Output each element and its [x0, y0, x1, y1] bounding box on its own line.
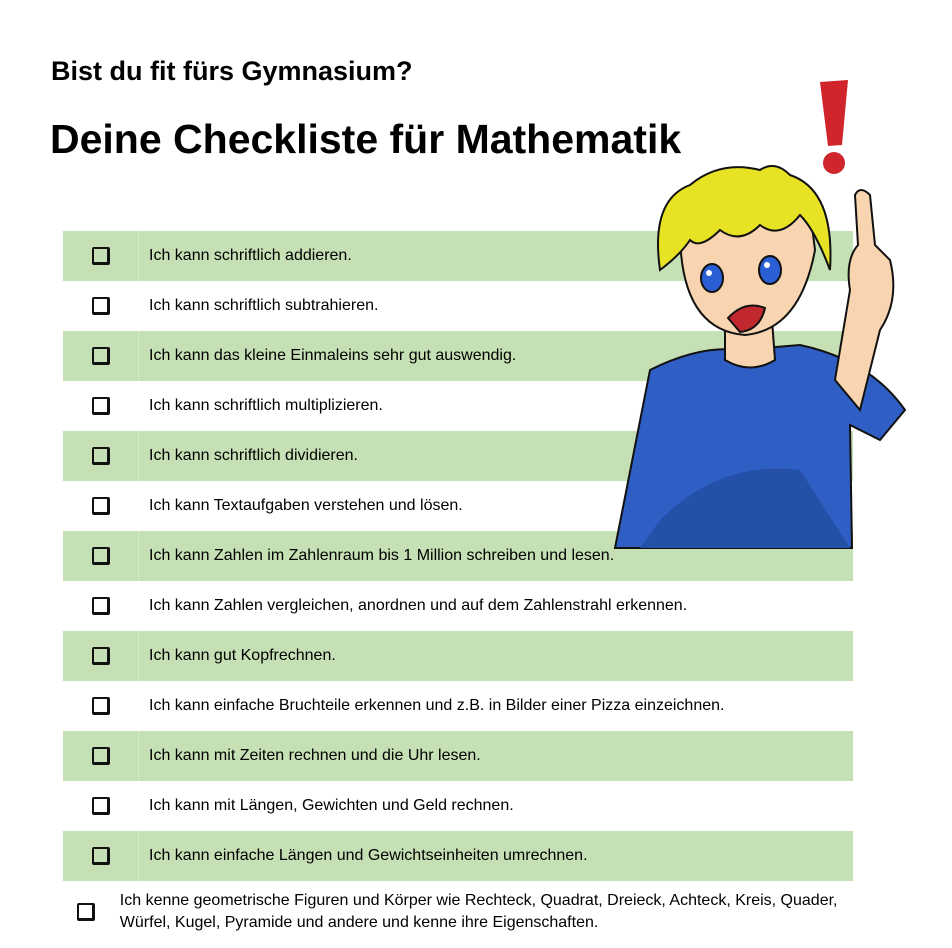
checklist-item-text: Ich kann das kleine Einmaleins sehr gut auswendig. — [149, 347, 517, 364]
checkbox-square-icon — [92, 697, 110, 715]
checklist-item — [63, 631, 853, 681]
checklist-item-text: Ich kann Zahlen im Zahlenraum bis 1 Million schreiben und lesen. — [149, 547, 615, 564]
boy-illustration — [600, 70, 920, 550]
checkbox-square-icon — [92, 797, 110, 815]
checklist-item-text: Ich kann einfache Längen und Gewichtseinheiten umrechnen. — [149, 847, 588, 864]
checkbox[interactable] — [63, 881, 110, 943]
checkbox[interactable] — [63, 431, 139, 481]
checklist-item-text: Ich kann Textaufgaben verstehen und lösen. — [149, 497, 463, 514]
checkbox-square-icon — [92, 747, 110, 765]
checklist-item — [63, 681, 853, 731]
checklist-item-text: Ich kann schriftlich subtrahieren. — [149, 297, 379, 314]
checkbox[interactable] — [63, 481, 139, 531]
checkbox-square-icon — [92, 647, 110, 665]
checklist-item — [63, 781, 853, 831]
checkbox[interactable] — [63, 531, 139, 581]
checkbox-square-icon — [92, 347, 110, 365]
checkbox[interactable] — [63, 581, 139, 631]
checklist-item-text: Ich kann schriftlich multiplizieren. — [149, 397, 383, 414]
checkbox[interactable] — [63, 681, 139, 731]
checkbox-square-icon — [92, 547, 110, 565]
checkbox-square-icon — [92, 247, 110, 265]
checkbox-square-icon — [92, 847, 110, 865]
checkbox-square-icon — [92, 397, 110, 415]
checkbox-square-icon — [92, 297, 110, 315]
checklist-item-text: Ich kann schriftlich dividieren. — [149, 447, 358, 464]
checklist-item-text: Ich kann schriftlich addieren. — [149, 247, 352, 264]
checkbox[interactable] — [63, 281, 139, 331]
checkbox[interactable] — [63, 231, 139, 281]
checklist-item — [63, 831, 853, 881]
checklist-item — [63, 881, 853, 943]
checklist-item-text: Ich kenne geometrische Figuren und Körper wie Rechteck, Quadrat, Dreieck, Achteck, Kreis, Quader, Würfel, Kugel, Pyramide und andere und kenne ihre Eigenschaften. — [119, 892, 838, 931]
page-title: Deine Checkliste für Mathematik — [50, 116, 682, 162]
checklist-item-text: Ich kann mit Zeiten rechnen und die Uhr lesen. — [149, 747, 481, 764]
checklist-item-text: Ich kann Zahlen vergleichen, anordnen und auf dem Zahlenstrahl erkennen. — [149, 597, 688, 614]
exclamation-icon — [820, 80, 848, 174]
checkbox[interactable] — [63, 331, 139, 381]
checklist-item-text: Ich kann mit Längen, Gewichten und Geld rechnen. — [149, 797, 514, 814]
checkbox-square-icon — [92, 497, 110, 515]
checklist-item-text: Ich kann gut Kopfrechnen. — [149, 647, 336, 664]
checkbox[interactable] — [63, 631, 139, 681]
checkbox[interactable] — [63, 781, 139, 831]
checklist-item — [63, 731, 853, 781]
checkbox-square-icon — [92, 447, 110, 465]
checkbox[interactable] — [63, 831, 139, 881]
checkbox-square-icon — [92, 597, 110, 615]
checklist-item-text: Ich kann einfache Bruchteile erkennen und z.B. in Bilder einer Pizza einzeichnen. — [149, 697, 725, 714]
subtitle: Bist du fit fürs Gymnasium? — [51, 56, 413, 86]
checkbox[interactable] — [63, 381, 139, 431]
checklist-item — [63, 581, 853, 631]
checkbox[interactable] — [63, 731, 139, 781]
checkbox-square-icon — [77, 903, 95, 921]
